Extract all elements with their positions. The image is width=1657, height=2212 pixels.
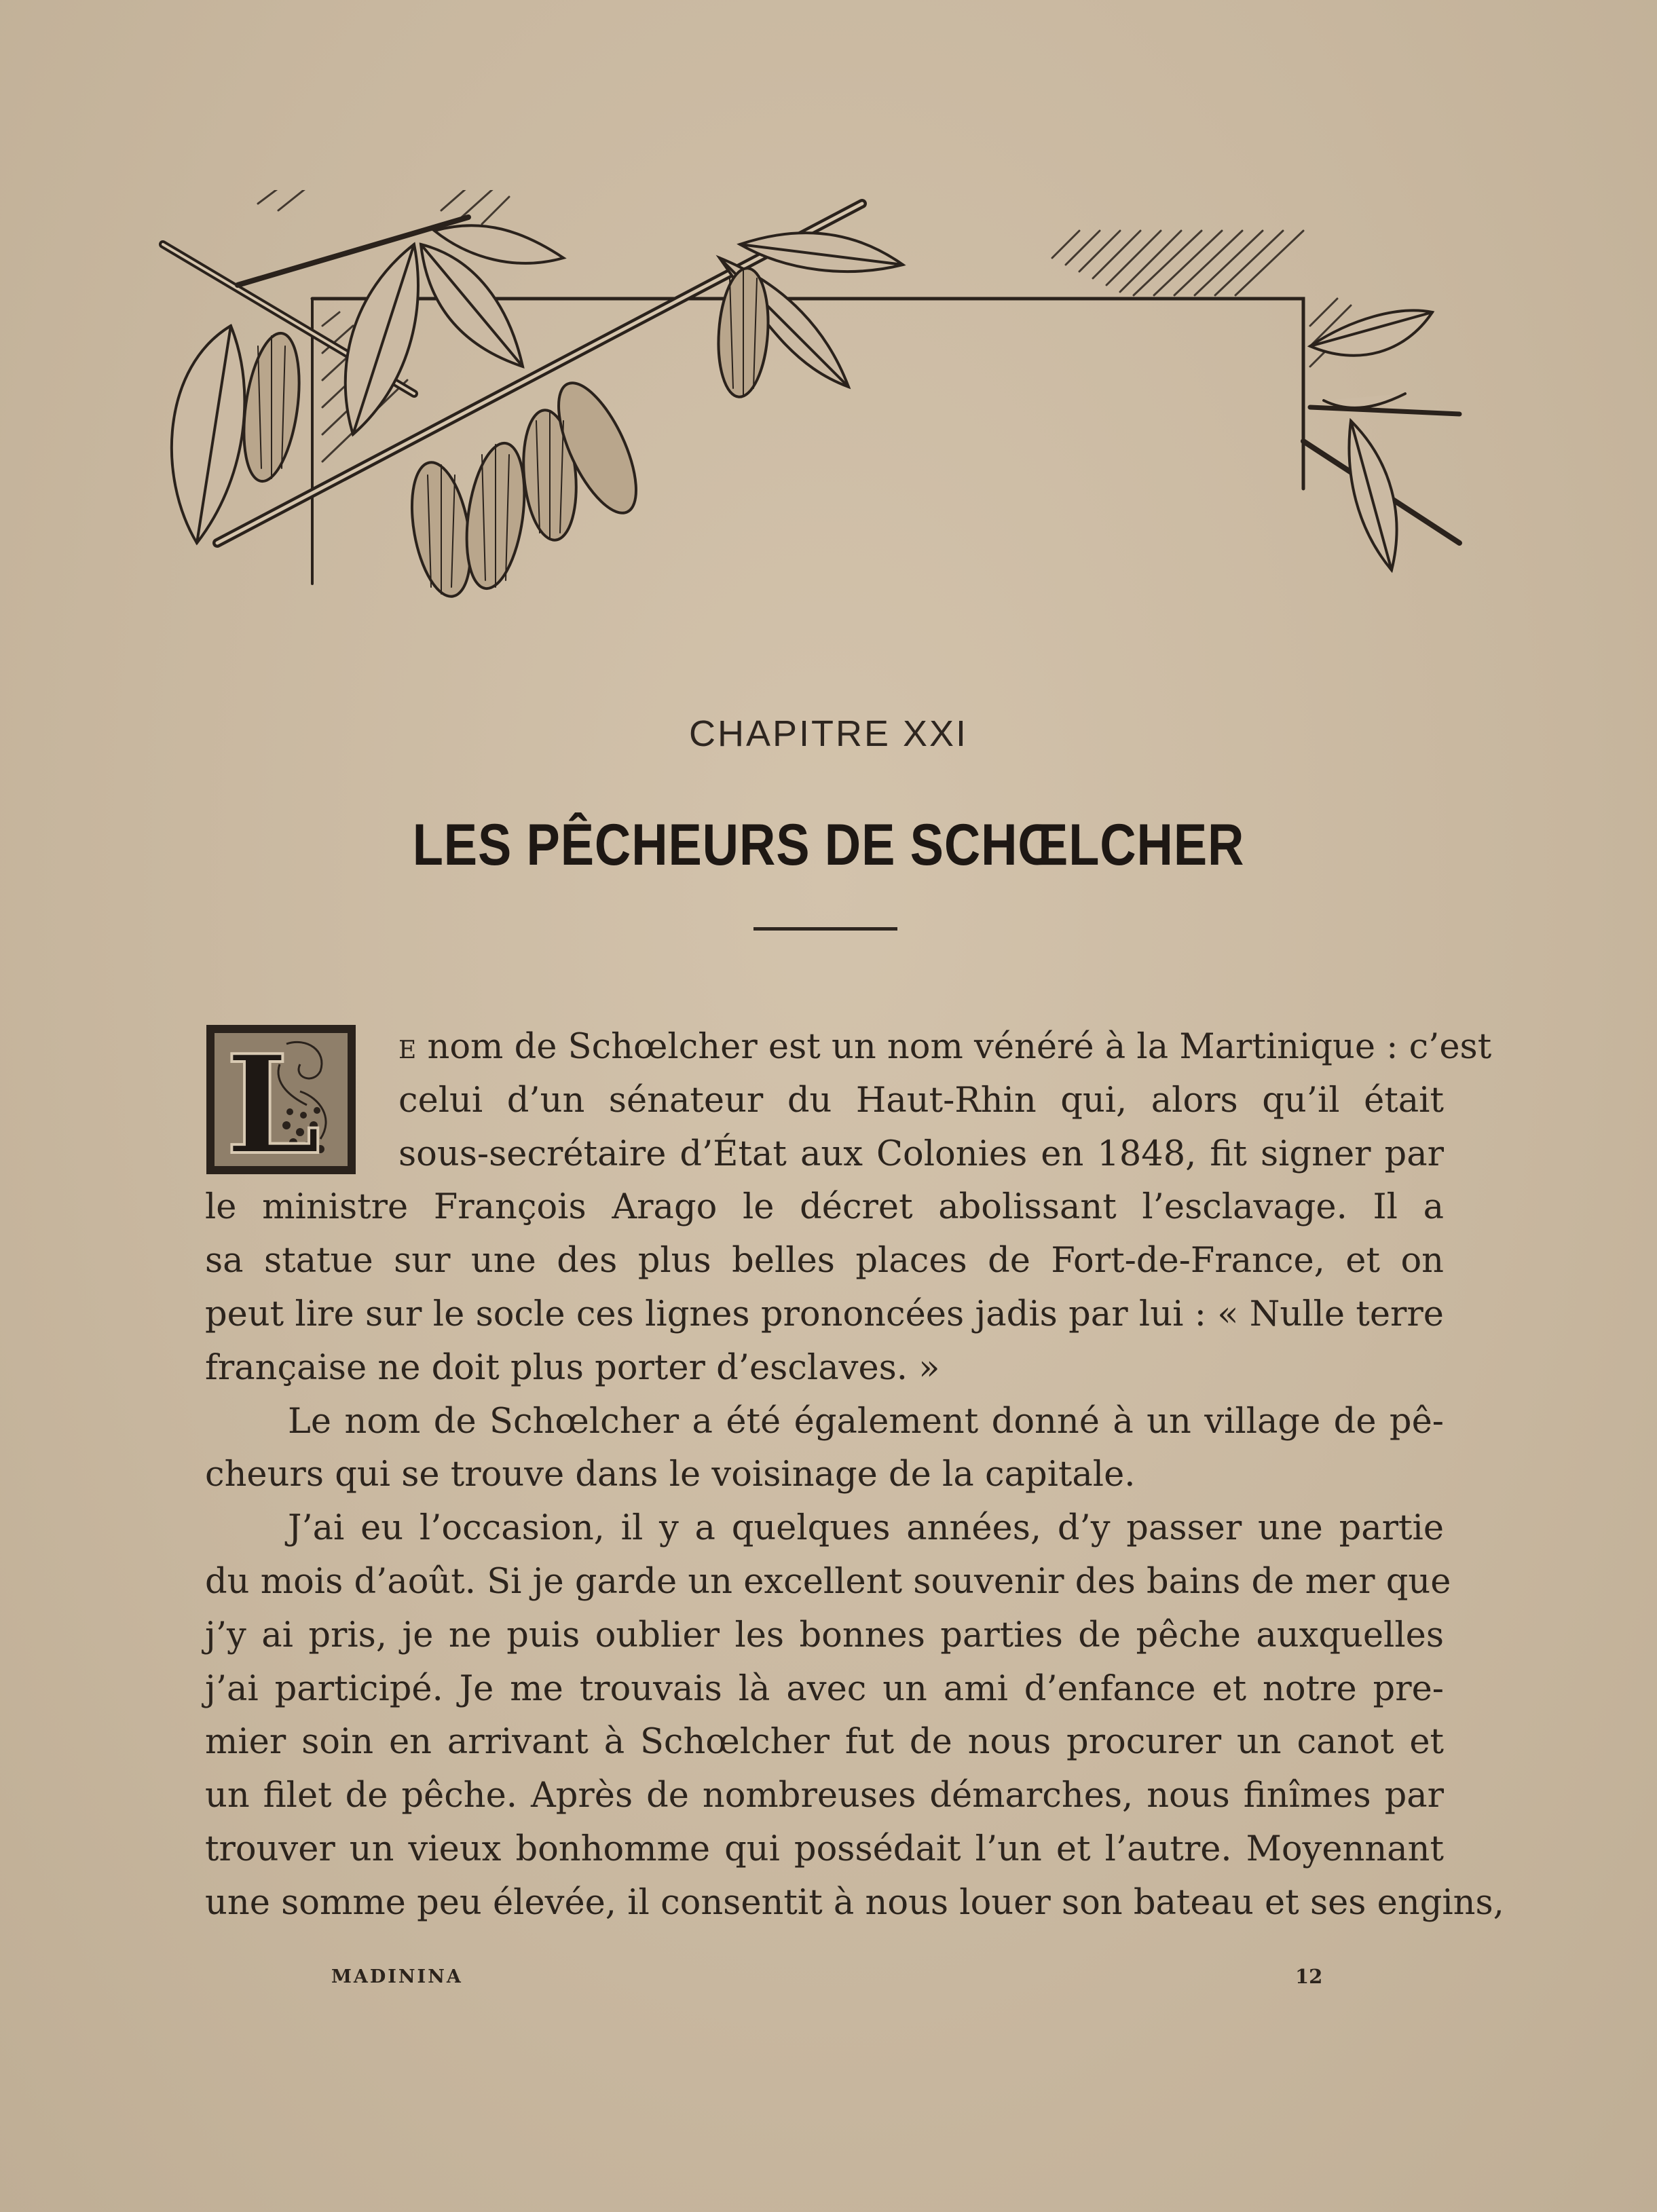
text-line: j’y ai pris, je ne puis oublier les bonnes parties de pêche auxquelles bbox=[205, 1615, 1444, 1655]
title-divider bbox=[753, 927, 897, 931]
text-line: le ministre François Arago le décret abolissant l’esclavage. Il a bbox=[205, 1187, 1444, 1228]
text-line: j’ai participé. Je me trouvais là avec un ami d’enfance et notre pre- bbox=[205, 1668, 1444, 1709]
text-line: celui d’un sénateur du Haut-Rhin qui, alors qu’il était bbox=[398, 1080, 1444, 1121]
text-line: cheurs qui se trouve dans le voisinage de la capitale. bbox=[205, 1455, 1136, 1495]
text-line: une somme peu élevée, il consentit à nous louer son bateau et ses engins, bbox=[205, 1882, 1504, 1923]
chapter-body bbox=[205, 1021, 1504, 1930]
signature-mark: MADININA bbox=[331, 1966, 463, 1987]
chapter-number: CHAPITRE XXI bbox=[688, 713, 969, 754]
text-line: J’ai eu l’occasion, il y a quelques années, d’y passer une partie bbox=[288, 1508, 1444, 1549]
text-line: sous-secrétaire d’État aux Colonies en 1848, fit signer par bbox=[398, 1133, 1444, 1174]
text-line: française ne doit plus porter d’esclaves. » bbox=[205, 1347, 940, 1388]
text-line: du mois d’août. Si je garde un excellent souvenir des bains de mer que bbox=[205, 1561, 1451, 1602]
cacao-branch-illustration bbox=[156, 190, 1480, 624]
text-line: trouver un vieux bonhomme qui possédait l’un et l’autre. Moyennant bbox=[205, 1829, 1444, 1869]
page-number: 12 bbox=[1295, 1965, 1323, 1988]
text-line: peut lire sur le socle ces lignes prononcées jadis par lui : « Nulle terre bbox=[205, 1294, 1444, 1334]
svg-text:L: L bbox=[225, 1026, 321, 1176]
text-line: E nom de Schœlcher est un nom vénéré à la Martinique : c’est bbox=[398, 1027, 1492, 1067]
chapter-title: LES PÊCHEURS DE SCHŒLCHER bbox=[412, 812, 1245, 878]
text-line: mier soin en arrivant à Schœlcher fut de nous procurer un canot et bbox=[205, 1722, 1444, 1763]
text-line: Le nom de Schœlcher a été également donné à un village de pê- bbox=[288, 1401, 1444, 1442]
text-line: sa statue sur une des plus belles places de Fort-de-France, et on bbox=[205, 1241, 1444, 1281]
text-line: un filet de pêche. Après de nombreuses démarches, nous finîmes par bbox=[205, 1776, 1444, 1816]
